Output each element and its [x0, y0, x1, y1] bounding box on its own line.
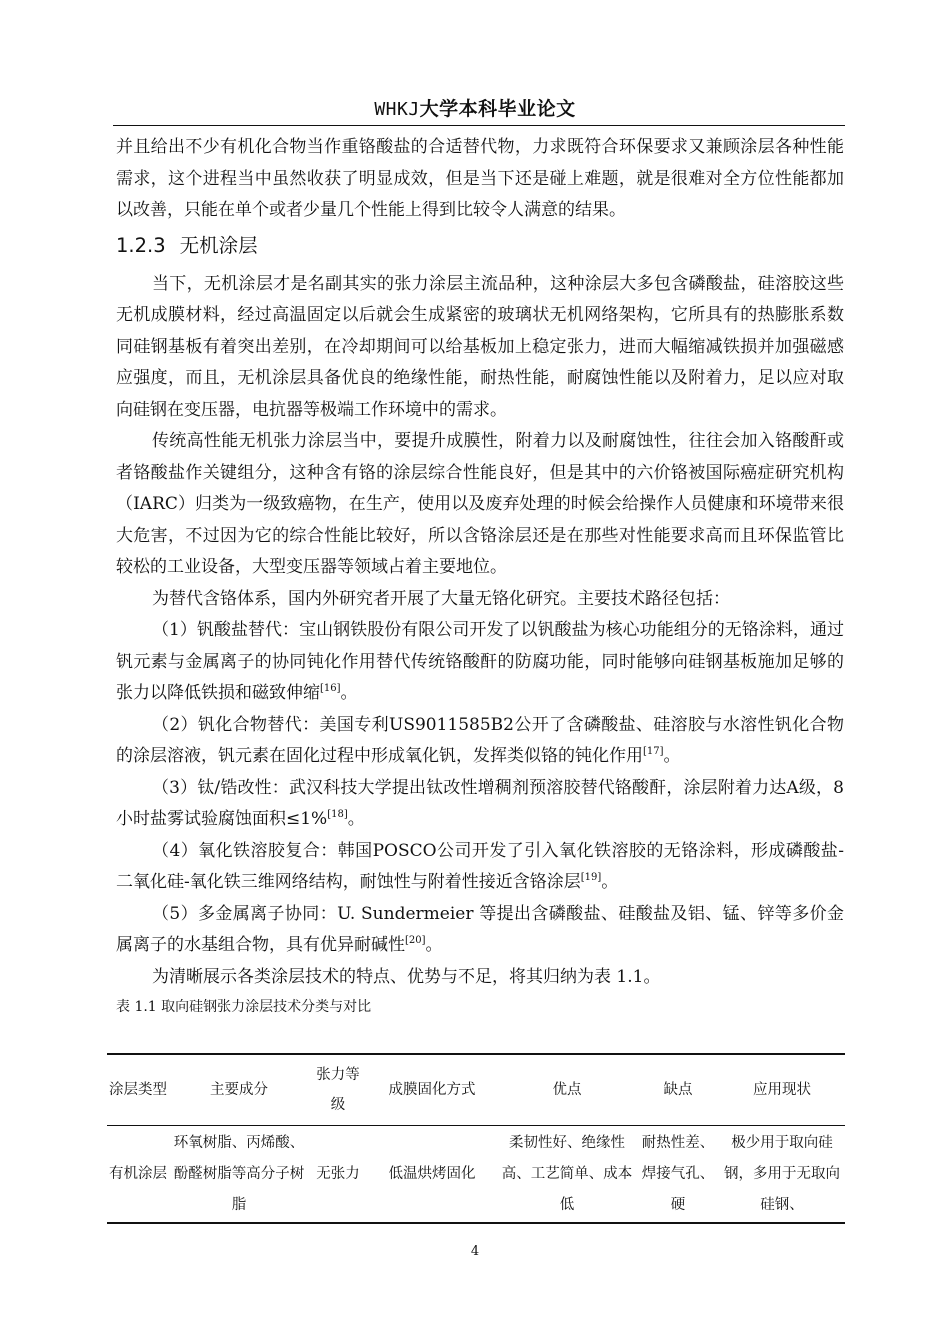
list-item-end: 。 [663, 746, 681, 766]
table-header-cell: 主要成分 [169, 1054, 309, 1126]
list-item-text: （2）钒化合物替代：美国专利US9011585B2公开了含磷酸盐、硅溶胶与水溶性钒化合物的涂层溶液，钒元素在固化过程中形成氧化钒，发挥类似铬的钝化作用 [116, 714, 844, 766]
table-header-cell: 应用现状 [719, 1054, 845, 1126]
list-item-end: 。 [347, 809, 365, 829]
list-item-text: （1）钒酸盐替代：宝山钢铁股份有限公司开发了以钒酸盐为核心功能组分的无铬涂料，通过钒元素与金属离子的协同钝化作用替代传统铬酸酐的防腐功能，同时能够向硅钢基板施加足够的张力以降低铁损和磁致伸缩 [116, 620, 844, 703]
citation-ref: [18] [327, 809, 348, 820]
list-item [116, 836, 844, 899]
list-item-text: （3）钛/锆改性：武汉科技大学提出钛改性增稠剂预溶胶替代铬酸酐，涂层附着力达A级，8小时盐雾试验腐蚀面积≤1% [116, 777, 844, 829]
list-item [116, 615, 844, 710]
page-number: 4 [470, 1244, 480, 1259]
body-content [116, 132, 844, 1023]
citation-ref: [19] [580, 872, 602, 883]
paragraph: 传统高性能无机张力涂层当中，要提升成膜性，附着力以及耐腐蚀性，往往会加入铬酸酐或者铬酸盐作关键组分，这种含有铬的涂层综合性能良好，但是其中的六价铬被国际癌症研究机构（IARC）归类为一级致癌物，在生产，使用以及废弃处理的时候会给操作人员健康和环境带来很大危害，不过因为它的综合性能比较好，所以含铬涂层还是在那些对性能要求高而且环保监管比较松的工业设备，大型变压器等领域占着主要地位。 [116, 431, 844, 577]
list-item-end: 。 [340, 683, 358, 703]
header-title: 大学本科毕业论文 [419, 98, 576, 120]
list-item [116, 710, 844, 773]
table-cell: 低温烘烤固化 [367, 1126, 497, 1224]
citation-ref: [20] [405, 935, 426, 946]
table-header-row [107, 1054, 845, 1126]
list-item [116, 899, 844, 962]
table-cell: 柔韧性好、绝缘性高、工艺简单、成本低 [497, 1126, 637, 1224]
table-header-cell: 缺点 [637, 1054, 719, 1126]
comparison-table [107, 1053, 845, 1224]
citation-ref: [16] [320, 683, 341, 694]
table-row [107, 1126, 845, 1224]
header-rule [113, 125, 845, 126]
list-item-end: 。 [601, 872, 619, 892]
list-item-text: （4）氧化铁溶胶复合：韩国POSCO公司开发了引入氧化铁溶胶的无铬涂料，形成磷酸盐-二氧化硅-氧化铁三维网络结构，耐蚀性与附着性接近含铬涂层 [116, 840, 844, 892]
table-caption: 表 1.1 取向硅钢张力涂层技术分类与对比 [116, 999, 372, 1015]
section-heading [116, 231, 844, 261]
paragraph: 为清晰展示各类涂层技术的特点、优势与不足，将其归纳为表 1.1。 [152, 966, 661, 987]
table-cell: 环氧树脂、丙烯酸、酚醛树脂等高分子树脂 [169, 1126, 309, 1224]
header-ascii: WHKJ [374, 99, 420, 120]
list-item-end: 。 [425, 935, 443, 955]
table-header-cell: 优点 [497, 1054, 637, 1126]
list-item-text: （5）多金属离子协同：U. Sundermeier 等提出含磷酸盐、硅酸盐及铝、锰、锌等多价金属离子的水基组合物，具有优异耐碱性 [116, 903, 844, 955]
table-header-cell: 张力等级 [309, 1054, 367, 1126]
citation-ref: [17] [643, 746, 664, 757]
paragraph: 为替代含铬体系，国内外研究者开展了大量无铬化研究。主要技术路径包括： [152, 588, 730, 609]
table-header-cell: 涂层类型 [107, 1054, 169, 1126]
page-header [0, 94, 950, 121]
section-number: 1.2.3 [116, 233, 166, 257]
list-item [116, 773, 844, 836]
table-cell: 极少用于取向硅钢，多用于无取向硅钢、 [719, 1126, 845, 1224]
paragraph: 当下，无机涂层才是名副其实的张力涂层主流品种，这种涂层大多包含磷酸盐，硅溶胶这些无机成膜材料，经过高温固定以后就会生成紧密的玻璃状无机网络架构，它所具有的热膨胀系数同硅钢基板有着突出差别，在冷却期间可以给基板加上稳定张力，进而大幅缩减铁损并加强磁感应强度，而且，无机涂层具备优良的绝缘性能，耐热性能，耐腐蚀性能以及附着力，足以应对取向硅钢在变压器，电抗器等极端工作环境中的需求。 [116, 273, 844, 420]
paragraph: 并且给出不少有机化合物当作重铬酸盐的合适替代物，力求既符合环保要求又兼顾涂层各种性能需求，这个进程当中虽然收获了明显成效，但是当下还是碰上难题，就是很难对全方位性能都加以改善，只能在单个或者少量几个性能上得到比较令人满意的结果。 [116, 137, 844, 220]
table-cell: 有机涂层 [107, 1126, 169, 1224]
section-title: 无机涂层 [179, 233, 258, 257]
table-cell: 耐热性差、焊接气孔、硬 [637, 1126, 719, 1224]
table-cell: 无张力 [309, 1126, 367, 1224]
table-header-cell: 成膜固化方式 [367, 1054, 497, 1126]
